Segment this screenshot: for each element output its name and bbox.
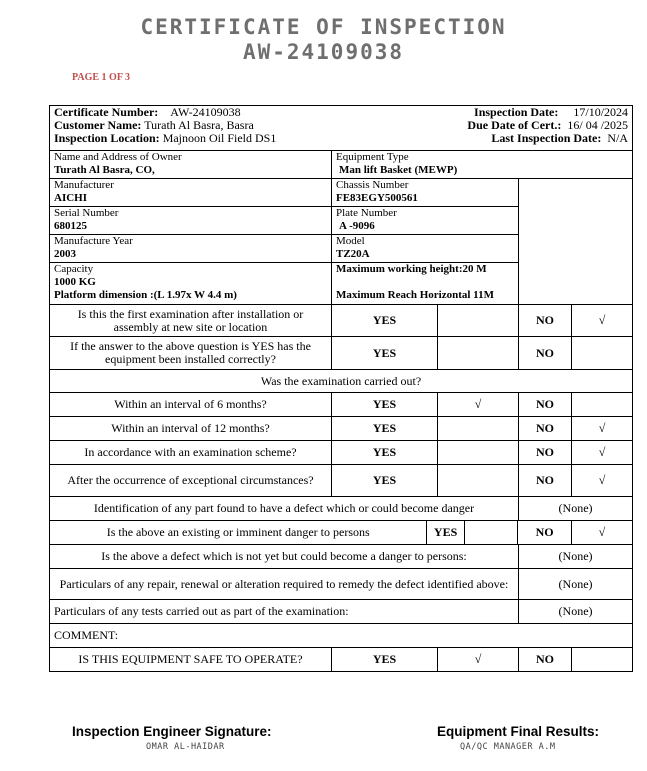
answer-none: (None) xyxy=(519,569,633,600)
question-safe-to-operate: IS THIS EQUIPMENT SAFE TO OPERATE? xyxy=(50,648,332,672)
inspection-date-label: Inspection Date: xyxy=(474,105,559,119)
manufacturer-value: AICHI xyxy=(54,192,88,204)
engineer-signature-name: OMAR AL-HAIDAR xyxy=(146,742,225,752)
chassis-label: Chassis Number xyxy=(336,179,409,191)
chassis-value: FE83EGY500561 xyxy=(336,192,418,204)
owner-value: Turath Al Basra, CO, xyxy=(54,164,155,176)
certificate-table xyxy=(49,105,633,672)
model-label: Model xyxy=(336,235,365,247)
question-row xyxy=(50,521,633,545)
answer-no: NO xyxy=(519,337,572,370)
answer-yes-mark xyxy=(438,337,519,370)
safe-to-operate-row xyxy=(50,648,633,672)
last-inspection-label: Last Inspection Date: xyxy=(491,131,602,145)
answer-no-check: √ xyxy=(598,525,606,539)
question-future-danger: Is the above a defect which is not yet but could become a danger to persons: xyxy=(50,545,519,569)
due-date-label: Due Date of Cert.: xyxy=(467,118,562,132)
question-first-examination: Is this the first examination after installation or assembly at new site or location xyxy=(50,305,332,337)
question-examination-carried-out: Was the examination carried out? xyxy=(50,370,633,393)
question-row xyxy=(50,417,633,441)
manufacturer-label: Manufacturer xyxy=(54,179,114,191)
comment-label: COMMENT: xyxy=(50,624,633,648)
engineer-signature-label: Inspection Engineer Signature: xyxy=(72,724,272,739)
page-number: PAGE 1 OF 3 xyxy=(72,72,131,83)
platform-dimension: Platform dimension :(L 1.97x W 4.4 m) xyxy=(54,289,237,301)
equipment-type-label: Equipment Type xyxy=(336,151,409,163)
owner-label: Name and Address of Owner xyxy=(54,151,182,163)
owner-row xyxy=(50,151,633,179)
answer-yes: YES xyxy=(332,465,438,497)
question-row xyxy=(50,497,633,521)
answer-no-check: √ xyxy=(572,441,633,465)
danger-question-subtable xyxy=(50,521,632,544)
inspection-location-label: Inspection Location: xyxy=(54,131,160,145)
answer-yes: YES xyxy=(332,337,438,370)
year-label: Manufacture Year xyxy=(54,235,133,247)
due-date-value: 16/ 04 /2025 xyxy=(567,118,629,132)
question-exceptional-circumstances: After the occurrence of exceptional circumstances? xyxy=(50,465,332,497)
plate-value: A -9096 xyxy=(339,220,375,232)
question-interval-6-months: Within an interval of 6 months? xyxy=(50,393,332,417)
customer-name-value: Turath Al Basra, Basra xyxy=(144,118,254,132)
question-repair-particulars: Particulars of any repair, renewal or alteration required to remedy the defect identified above: xyxy=(50,569,519,600)
answer-no-mark xyxy=(572,337,633,370)
answer-no: NO xyxy=(519,305,572,337)
blank-detail-cell xyxy=(519,179,633,305)
answer-none: (None) xyxy=(519,497,633,521)
certificate-title: CERTIFICATE OF INSPECTION xyxy=(140,15,507,39)
plate-label: Plate Number xyxy=(336,207,397,219)
answer-no: NO xyxy=(519,441,572,465)
answer-yes: YES xyxy=(332,305,438,337)
manufacturer-row xyxy=(50,179,633,207)
question-row xyxy=(50,370,633,393)
question-imminent-danger: Is the above an existing or imminent danger to persons xyxy=(50,521,427,544)
question-row xyxy=(50,545,633,569)
inspection-date-value: 17/10/2024 xyxy=(573,105,629,119)
customer-name-label: Customer Name: xyxy=(54,118,142,132)
model-value: TZ20A xyxy=(336,248,370,260)
answer-no-check: √ xyxy=(572,465,633,497)
equipment-type-value: Man lift Basket (MEWP) xyxy=(339,164,458,176)
question-row xyxy=(50,569,633,600)
question-row xyxy=(50,305,633,337)
question-row xyxy=(50,441,633,465)
answer-no: NO xyxy=(519,648,572,672)
capacity-label: Capacity xyxy=(54,263,94,275)
answer-yes-check: √ xyxy=(438,393,519,417)
answer-no: NO xyxy=(519,465,572,497)
answer-yes-mark xyxy=(438,465,519,497)
answer-yes-mark xyxy=(438,305,519,337)
final-results-label: Equipment Final Results: xyxy=(437,724,600,739)
answer-none: (None) xyxy=(519,545,633,569)
answer-yes-mark xyxy=(438,441,519,465)
question-interval-12-months: Within an interval of 12 months? xyxy=(50,417,332,441)
question-row xyxy=(50,393,633,417)
question-installed-correctly: If the answer to the above question is YES has the equipment been installed correctly? xyxy=(50,337,332,370)
answer-yes: YES xyxy=(332,393,438,417)
answer-no: NO xyxy=(519,393,572,417)
question-row xyxy=(50,337,633,370)
answer-yes: YES xyxy=(332,648,438,672)
answer-none: (None) xyxy=(519,600,633,624)
max-reach-horizontal: Maximum Reach Horizontal 11M xyxy=(336,289,494,301)
answer-yes: YES xyxy=(332,417,438,441)
answer-no-check: √ xyxy=(572,305,633,337)
certificate-number-value: AW-24109038 xyxy=(170,105,241,119)
question-row xyxy=(50,600,633,624)
answer-no-mark xyxy=(572,393,633,417)
max-working-height: Maximum working height:20 M xyxy=(336,263,487,275)
question-row xyxy=(50,465,633,497)
answer-yes-mark xyxy=(464,521,518,544)
inspection-location-value: Majnoon Oil Field DS1 xyxy=(162,131,277,145)
year-value: 2003 xyxy=(54,248,76,260)
comment-row xyxy=(50,624,633,648)
certificate-number-label: Certificate Number: xyxy=(54,105,159,119)
answer-no: NO xyxy=(519,417,572,441)
answer-yes-check: √ xyxy=(438,648,519,672)
serial-value: 680125 xyxy=(54,220,87,232)
answer-yes-mark xyxy=(438,417,519,441)
capacity-value: 1000 KG xyxy=(54,276,96,288)
certificate-header-row xyxy=(50,106,633,151)
answer-no-check: √ xyxy=(572,417,633,441)
last-inspection-value: N/A xyxy=(607,131,629,145)
question-tests-particulars: Particulars of any tests carried out as part of the examination: xyxy=(50,600,519,624)
certificate-id-title: AW-24109038 xyxy=(242,40,405,64)
serial-label: Serial Number xyxy=(54,207,119,219)
final-results-name: QA/QC MANAGER A.M xyxy=(460,742,556,752)
answer-no: NO xyxy=(518,521,572,544)
answer-yes: YES xyxy=(427,521,464,544)
answer-yes: YES xyxy=(332,441,438,465)
question-defect-identification: Identification of any part found to have a defect which or could become danger xyxy=(50,497,519,521)
question-examination-scheme: In accordance with an examination scheme? xyxy=(50,441,332,465)
answer-no-mark xyxy=(572,648,633,672)
